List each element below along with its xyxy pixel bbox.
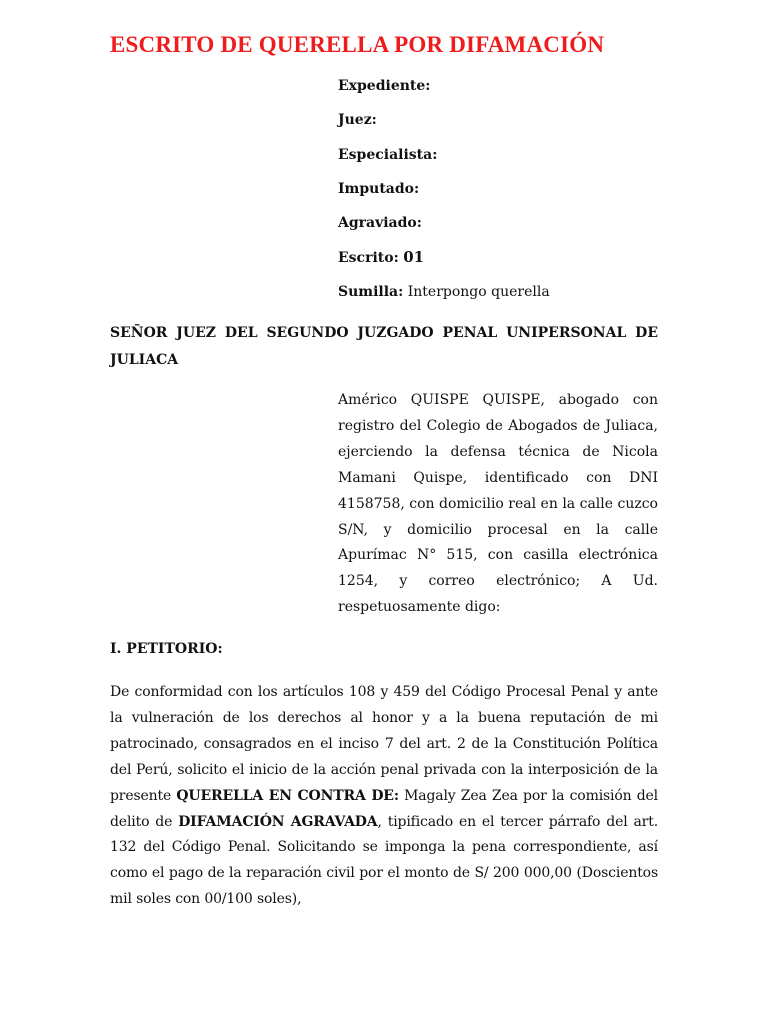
petitorio-paragraph — [110, 680, 658, 913]
field-escrito — [338, 247, 668, 281]
field-sumilla — [338, 282, 668, 316]
field-value: 01 — [403, 248, 425, 267]
addressee-line: SEÑOR JUEZ DEL SEGUNDO JUZGADO PENAL UNIPERSONAL DE JULIACA — [110, 325, 658, 368]
petitorio-text: Magaly Zea Zea por la comisión del delito de — [110, 787, 659, 830]
petitorio-text: De conformidad con los artículos 108 y 459 del Código Procesal Penal y ante la vulneración de los derechos al honor y a la buena reputación de mi patrocinado, consagrados en el inciso 7 del art. 2 de la Constitución Política del Perú, solicito el inicio de la acción penal privada con la interposición de la presente — [110, 684, 658, 804]
field-label: Sumilla: — [338, 283, 404, 300]
field-juez — [338, 110, 668, 144]
field-label: Expediente: — [338, 78, 431, 94]
intro-paragraph: Américo QUISPE QUISPE, abogado con registro del Colegio de Abogados de Juliaca, ejerciendo la defensa técnica de Nicola Mamani Quispe, identificado con DNI 4158758, con domicilio real en la calle cuzco S/N, y domicilio procesal en la calle Apurímac N° 515, con casilla electrónica 1254, y correo electrónico; A Ud. respetuosamente digo: — [338, 392, 658, 616]
petitorio-emphasis: QUERELLA EN CONTRA DE: — [176, 787, 399, 804]
field-especialista — [338, 145, 668, 179]
field-expediente — [338, 76, 668, 110]
section-heading-petitorio: I. PETITORIO: — [110, 641, 223, 657]
document-title: ESCRITO DE QUERELLA POR DIFAMACIÓN — [110, 32, 605, 57]
field-agraviado — [338, 213, 668, 247]
field-label: Juez: — [338, 112, 377, 129]
field-label: Especialista: — [338, 146, 438, 163]
petitorio-emphasis: DIFAMACIÓN AGRAVADA — [178, 813, 378, 830]
field-label: Escrito: — [338, 250, 399, 267]
field-label: Imputado: — [338, 180, 420, 197]
case-header-fields — [338, 76, 668, 316]
field-value: Interpongo querella — [407, 283, 550, 300]
field-imputado — [338, 179, 668, 213]
petitorio-text: , tipificado en el tercer párrafo del art. 132 del Código Penal. Solicitando se imponga la pena correspondiente, así como el pago de la reparación civil por el monto de S/ 200 000,00 (Doscientos mil soles con 00/100 soles), — [110, 813, 658, 908]
field-label: Agraviado: — [338, 215, 422, 232]
